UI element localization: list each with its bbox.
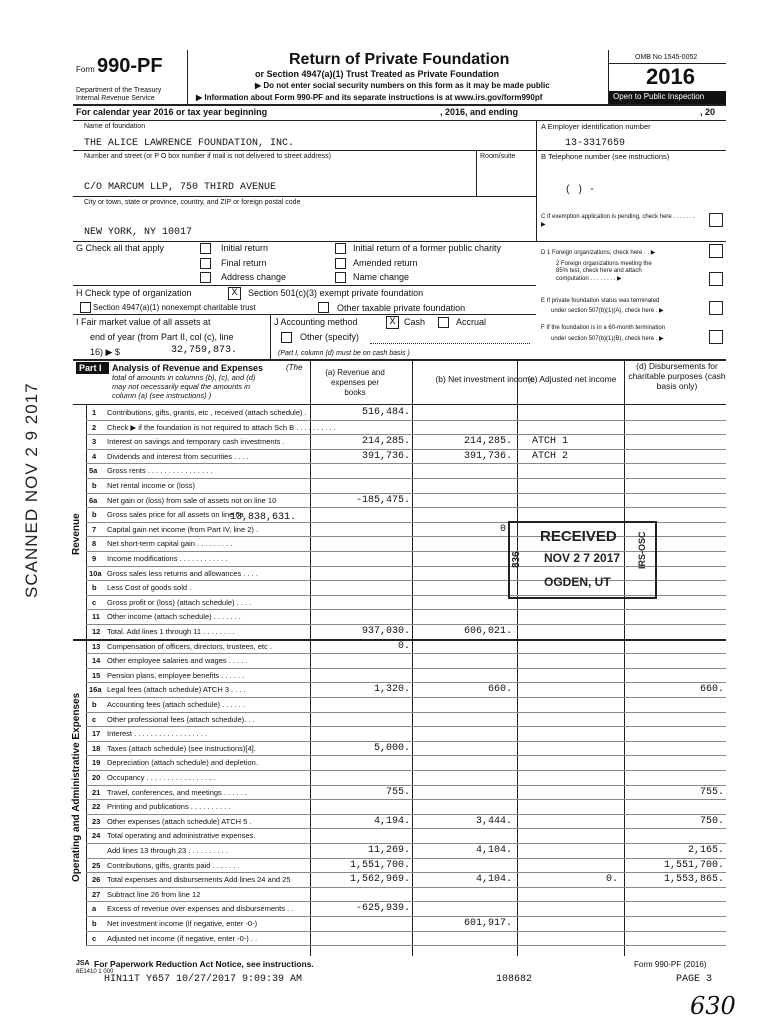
- row-divider: [86, 785, 726, 786]
- row-label: Excess of revenue over expenses and disbursements . .: [107, 904, 294, 914]
- city-label: City or town, state or province, country, and ZIP or foreign postal code: [84, 199, 301, 206]
- cell-col-b: 214,285.: [463, 436, 512, 448]
- cash-label: Cash: [404, 317, 426, 327]
- row-divider: [86, 770, 726, 771]
- row-number: 24: [92, 831, 101, 841]
- cell-col-a: 1,562,969.: [349, 874, 410, 886]
- city-value: NEW YORK, NY 10017: [84, 227, 193, 238]
- row-label: Contributions, gifts, grants paid . . . . . . .: [107, 860, 240, 870]
- other-method-label: Other (specify): [300, 332, 360, 342]
- cell-col-a: 937,030.: [361, 626, 410, 637]
- received-text: RECEIVED: [540, 528, 617, 545]
- foreign-85-label-3: computation . . . . . . . . ▶: [556, 276, 622, 282]
- row-label: Dividends and interest from securities . . . .: [107, 451, 249, 461]
- terminated-label-2: under section 507(b)(1)(A), check here . ▶: [551, 308, 664, 314]
- other-taxable-label: Other taxable private foundation: [337, 303, 466, 313]
- sixty-month-checkbox[interactable]: [709, 330, 723, 344]
- row-label: Net short-term capital gain . . . . . . . . .: [107, 539, 233, 549]
- cell-col-b: 660.: [487, 684, 512, 696]
- row-number: 6a: [89, 495, 98, 505]
- form-prefix: Form: [76, 65, 95, 74]
- end-year-label: , 20: [700, 107, 716, 117]
- row-divider: [86, 434, 726, 435]
- row-number: 22: [92, 802, 101, 812]
- room-label: Room/suite: [480, 153, 516, 160]
- cash-checkbox[interactable]: X: [386, 316, 399, 329]
- row-number: 12: [92, 627, 101, 636]
- cell-col-b: 391,736.: [463, 450, 512, 462]
- cell-col-a: -185,475.: [355, 494, 410, 506]
- row-divider: [86, 682, 726, 683]
- row-divider: [86, 945, 726, 946]
- cell-col-b: 606,021.: [463, 626, 512, 637]
- cell-col-d: 750.: [699, 815, 724, 827]
- row-divider: [86, 726, 726, 727]
- row-label: Net rental income or (loss): [107, 481, 195, 490]
- phone-value: ( ) -: [565, 185, 596, 196]
- row-number: 17: [92, 729, 101, 739]
- row-divider: [86, 799, 726, 800]
- doc-number: 108682: [496, 974, 533, 985]
- info-notice: ▶ Information about Form 990-PF and its separate instructions is at www.irs.gov/form990pf: [196, 93, 543, 102]
- row-number: 19: [92, 758, 101, 768]
- accrual-checkbox[interactable]: [438, 317, 449, 328]
- row-divider: [86, 697, 726, 698]
- row-number: 11: [92, 612, 100, 622]
- row-divider: [86, 507, 726, 508]
- row-label: Net gain or (loss) from sale of assets not on line 10: [107, 495, 277, 505]
- other-taxable-checkbox[interactable]: [318, 302, 329, 313]
- row-divider: [86, 872, 726, 873]
- section-501c3-checkbox[interactable]: X: [228, 287, 241, 300]
- row-label: Capital gain net income (from Part IV, line 2) .: [107, 524, 259, 534]
- row-label: Subtract line 26 from line 12: [107, 889, 201, 899]
- cell-col-a: 1,320.: [373, 684, 410, 696]
- cell-col-a: 1,551,700.: [349, 859, 410, 871]
- cell-col-b: 4,104.: [475, 845, 512, 856]
- address-change-label: Address change: [221, 272, 287, 282]
- section-4947-checkbox[interactable]: [80, 302, 91, 313]
- fmv-label-3: 16) ▶ $: [90, 347, 120, 357]
- row-label: Adjusted net income (if negative, enter -0-) . .: [107, 933, 258, 943]
- part-i-badge: [76, 362, 109, 374]
- part-i-desc-1: (The: [286, 363, 303, 372]
- cell-col-a: 391,736.: [361, 450, 410, 462]
- row-number: 1: [92, 408, 97, 417]
- cell-col-b: 3,444.: [475, 815, 512, 827]
- cell-col-d: 2,165.: [687, 845, 724, 856]
- cell-col-d: 660.: [699, 684, 724, 696]
- handwritten-number: 630: [690, 992, 736, 1020]
- row-label: Other income (attach schedule) . . . . . . .: [107, 612, 241, 622]
- street-value: C/O MARCUM LLP, 750 THIRD AVENUE: [84, 182, 277, 193]
- revenue-side-label: Revenue: [71, 513, 82, 555]
- row-number: 4: [92, 451, 97, 461]
- row-label: Interest on savings and temporary cash investments .: [107, 437, 285, 447]
- row-label: Occupancy . . . . . . . . . . . . . . . . .: [107, 773, 216, 782]
- row-number: 16a: [89, 685, 102, 695]
- and-ending-label: , 2016, and ending: [440, 107, 519, 117]
- row-divider: [86, 916, 726, 917]
- row-label: Interest . . . . . . . . . . . . . . . . . .: [107, 729, 208, 739]
- foreign-org-checkbox[interactable]: [709, 244, 723, 258]
- accrual-label: Accrual: [456, 317, 487, 327]
- jsa-label: JSA: [76, 960, 90, 967]
- fmv-label-1: I Fair market value of all assets at: [76, 317, 211, 327]
- row-number: 21: [92, 787, 101, 797]
- foreign-org-label: D 1 Foreign organizations, check here . . ▶: [541, 250, 656, 256]
- dept-label: Department of the Treasury: [76, 87, 162, 94]
- cell-col-b: 601,917.: [463, 918, 512, 929]
- row-label: Total operating and administrative expenses.: [107, 831, 256, 841]
- row-divider: [86, 463, 726, 464]
- exemption-pending-checkbox[interactable]: [709, 213, 723, 227]
- col-b-header: (b) Net investment income: [435, 374, 535, 384]
- fmv-label-2: end of year (from Part II, col (c), line: [90, 332, 234, 342]
- form-number: 990-PF: [97, 55, 163, 77]
- foreign-85-label-2: 85% test, check here and attach: [556, 268, 642, 274]
- row-label: Other professional fees (attach schedule). . .: [107, 714, 255, 724]
- row-divider: [86, 755, 726, 756]
- row-label: Total. Add lines 1 through 11 . . . . . . . .: [107, 627, 235, 636]
- part-i-desc-4: column (a) (see instructions) ): [112, 391, 212, 400]
- row-number: 3: [92, 437, 97, 447]
- row-divider: [86, 420, 726, 421]
- row-label: Total expenses and disbursements Add lines 24 and 25: [107, 875, 291, 885]
- street-label: Number and street (or P O box number if mail is not delivered to street address): [84, 153, 331, 160]
- row-number: 25: [92, 860, 101, 870]
- cell-col-a: 4,194.: [373, 815, 410, 827]
- row-number: 13: [92, 641, 101, 651]
- row-number: 9: [92, 554, 97, 563]
- exemption-pending-label: C If exemption application is pending, check here . . . . . . . ▶: [541, 214, 696, 228]
- sixty-month-label-1: F If the foundation is in a 60-month termination: [541, 325, 666, 331]
- row-number: b: [92, 510, 97, 520]
- row-divider: [86, 712, 726, 713]
- row-label: Taxes (attach schedule) (see instructions)[4].: [107, 743, 256, 753]
- open-public-label: Open to Public Inspection: [613, 92, 705, 101]
- terminated-label-1: E If private foundation status was terminated: [541, 298, 660, 304]
- cell-col-a: 214,285.: [361, 436, 410, 448]
- ein-label: A Employer identification number: [541, 122, 651, 131]
- foundation-name: THE ALICE LAWRENCE FOUNDATION, INC.: [84, 138, 295, 149]
- cash-basis-note: (Part I, column (d) must be on cash basis ): [278, 350, 410, 357]
- gross-sales-value: 13,838,631.: [230, 512, 297, 523]
- part-i-title: Analysis of Revenue and Expenses: [112, 363, 264, 373]
- phone-label: B Telephone number (see instructions): [541, 152, 670, 161]
- cell-col-c: ATCH 2: [532, 450, 569, 462]
- print-line: HIN11T Y657 10/27/2017 9:09:39 AM: [104, 974, 303, 985]
- row-label: Check ▶ if the foundation is not required to attach Sch B . . . . . . . . . .: [107, 422, 336, 432]
- form-title: Return of Private Foundation: [289, 51, 510, 68]
- row-divider: [86, 609, 726, 610]
- row-number: b: [92, 919, 97, 928]
- cell-col-b: 0.: [499, 523, 512, 535]
- page-number: PAGE 3: [676, 974, 713, 985]
- cell-col-d: 1,551,700.: [663, 859, 724, 871]
- address-change-checkbox[interactable]: [200, 272, 211, 283]
- sixty-month-label-2: under section 507(b)(1)(B), check here . ▶: [551, 336, 664, 342]
- cell-col-c: 0.: [605, 874, 618, 886]
- row-divider: [86, 668, 726, 669]
- amended-return-label: Amended return: [353, 258, 418, 268]
- row-label: Gross profit or (loss) (attach schedule) . . . .: [107, 597, 252, 607]
- received-date: NOV 2 7 2017: [544, 551, 621, 565]
- open-public-badge: [609, 91, 726, 104]
- row-number: c: [92, 714, 97, 724]
- row-divider: [86, 624, 726, 625]
- row-label: Gross sales less returns and allowances . . . .: [107, 568, 258, 578]
- initial-return-checkbox[interactable]: [200, 243, 211, 254]
- row-label: Gross sales price for all assets on line 6a: [107, 510, 244, 520]
- col-d-header: (d) Disbursements for charitable purposes (cash basis only): [628, 361, 726, 391]
- part-i-label: Part I: [79, 363, 102, 373]
- cell-col-a: -625,939.: [355, 903, 410, 915]
- final-return-label: Final return: [221, 258, 267, 268]
- cell-col-c: ATCH 1: [532, 436, 569, 448]
- cell-col-a: 0.: [397, 640, 410, 652]
- row-label: Less Cost of goods sold .: [107, 583, 192, 593]
- ssn-notice: ▶ Do not enter social security numbers on this form as it may be made public: [255, 81, 550, 90]
- row-divider: [86, 741, 726, 742]
- row-number: 10a: [89, 568, 102, 578]
- row-divider: [86, 931, 726, 932]
- row-label: Add lines 13 through 23 . . . . . . . . . .: [107, 846, 228, 855]
- foundation-name-label: Name of foundation: [84, 123, 146, 130]
- received-number: 836: [511, 551, 522, 568]
- other-method-checkbox[interactable]: [281, 332, 292, 343]
- row-number: c: [92, 933, 97, 943]
- omb-number: OMB No 1545-0052: [635, 54, 698, 61]
- row-number: 7: [92, 524, 97, 534]
- org-type-label: H Check type of organization: [76, 288, 192, 298]
- received-side: IRS-OSC: [637, 531, 647, 569]
- row-number: 14: [92, 656, 101, 666]
- fmv-value: 32,759,873.: [171, 345, 238, 356]
- section-501c3-label: Section 501(c)(3) exempt private foundation: [248, 288, 424, 298]
- col-c-header: (c) Adjusted net income: [527, 374, 617, 384]
- row-number: b: [92, 583, 97, 593]
- received-city: OGDEN, UT: [544, 575, 611, 589]
- terminated-checkbox[interactable]: [709, 301, 723, 315]
- name-change-checkbox[interactable]: [335, 272, 346, 283]
- row-label: Printing and publications . . . . . . . . . .: [107, 802, 231, 812]
- col-a-header: (a) Revenue and expenses per books: [325, 368, 385, 397]
- row-divider: [86, 858, 726, 859]
- row-divider: [86, 828, 726, 829]
- cell-col-b: 4,104.: [475, 874, 512, 886]
- row-label: Income modifications . . . . . . . . . . . .: [107, 554, 228, 563]
- row-number: 5a: [89, 466, 98, 476]
- row-divider: [86, 887, 726, 888]
- final-return-checkbox[interactable]: [200, 258, 211, 269]
- cell-col-a: 11,269.: [367, 845, 410, 856]
- scanned-stamp: SCANNED NOV 2 9 2017: [22, 382, 41, 598]
- row-divider: [86, 449, 726, 450]
- row-number: 15: [92, 670, 101, 680]
- section-4947-label: Section 4947(a)(1) nonexempt charitable trust: [93, 303, 256, 312]
- row-label: Other employee salaries and wages . . . . .: [107, 656, 248, 666]
- tax-year: 2016: [646, 64, 695, 89]
- row-label: Compensation of officers, directors, trustees, etc .: [107, 641, 272, 651]
- row-label: Legal fees (attach schedule) ATCH 3 . . . .: [107, 685, 246, 695]
- row-divider: [86, 901, 726, 902]
- row-number: b: [92, 481, 97, 490]
- row-number: 8: [92, 539, 97, 549]
- row-divider: [86, 493, 726, 494]
- part-i-desc-2: total of amounts in columns (b), (c), and (d): [112, 373, 256, 382]
- received-stamp: [508, 521, 657, 599]
- initial-former-label: Initial return of a former public charity: [353, 243, 502, 253]
- part-i-desc-3: may not necessarily equal the amounts in: [112, 382, 250, 391]
- cell-col-d: 1,553,865.: [663, 874, 724, 886]
- ein-value: 13-3317659: [565, 138, 626, 149]
- row-divider: [86, 653, 726, 654]
- row-number: 2: [92, 422, 97, 432]
- row-number: a: [92, 904, 97, 914]
- row-label: Accounting fees (attach schedule) . . . . . .: [107, 700, 245, 709]
- row-label: Pension plans, employee benefits . . . . . .: [107, 670, 245, 680]
- name-change-label: Name change: [353, 272, 410, 282]
- form-code: 6E1410 1 000: [76, 969, 114, 975]
- row-label: Other expenses (attach schedule) ATCH 5 .: [107, 816, 252, 826]
- cell-col-d: 755.: [699, 786, 724, 798]
- row-label: Travel, conferences, and meetings . . . . . .: [107, 787, 247, 797]
- row-number: 27: [92, 889, 101, 899]
- row-divider: [86, 843, 726, 844]
- initial-former-checkbox[interactable]: [335, 243, 346, 254]
- row-number: c: [92, 597, 97, 607]
- row-number: 20: [92, 773, 101, 782]
- cell-col-a: 5,000.: [373, 742, 410, 754]
- revenue-expense-divider: [73, 639, 726, 641]
- cell-col-a: 755.: [385, 786, 410, 798]
- foreign-85-checkbox[interactable]: [709, 272, 723, 286]
- irs-label: Internal Revenue Service: [76, 95, 155, 102]
- row-divider: [86, 814, 726, 815]
- row-number: 23: [92, 816, 101, 826]
- paperwork-notice: For Paperwork Reduction Act Notice, see instructions.: [94, 959, 314, 969]
- row-label: Depreciation (attach schedule) and depletion.: [107, 758, 258, 768]
- row-label: Gross rents . . . . . . . . . . . . . . . .: [107, 466, 213, 476]
- footer-form-ref: Form 990-PF (2016): [634, 960, 707, 969]
- check-all-label: G Check all that apply: [76, 243, 165, 253]
- expenses-side-label: Operating and Administrative Expenses: [71, 692, 82, 882]
- initial-return-label: Initial return: [221, 243, 269, 253]
- row-number: b: [92, 700, 97, 709]
- calendar-year-label: For calendar year 2016 or tax year beginning: [76, 107, 268, 117]
- accounting-method-label: J Accounting method: [274, 317, 358, 327]
- form-subtitle: or Section 4947(a)(1) Trust Treated as Private Foundation: [255, 69, 500, 79]
- row-number: 18: [92, 743, 101, 753]
- cell-col-a: 516,484.: [361, 407, 410, 418]
- amended-return-checkbox[interactable]: [335, 258, 346, 269]
- foreign-85-label-1: 2 Foreign organizations meeting the: [556, 261, 652, 267]
- row-label: Contributions, gifts, grants, etc , received (attach schedule) .: [107, 408, 307, 417]
- row-label: Net investment income (if negative, enter -0-): [107, 919, 258, 928]
- row-number: 26: [92, 875, 101, 885]
- row-divider: [86, 478, 726, 479]
